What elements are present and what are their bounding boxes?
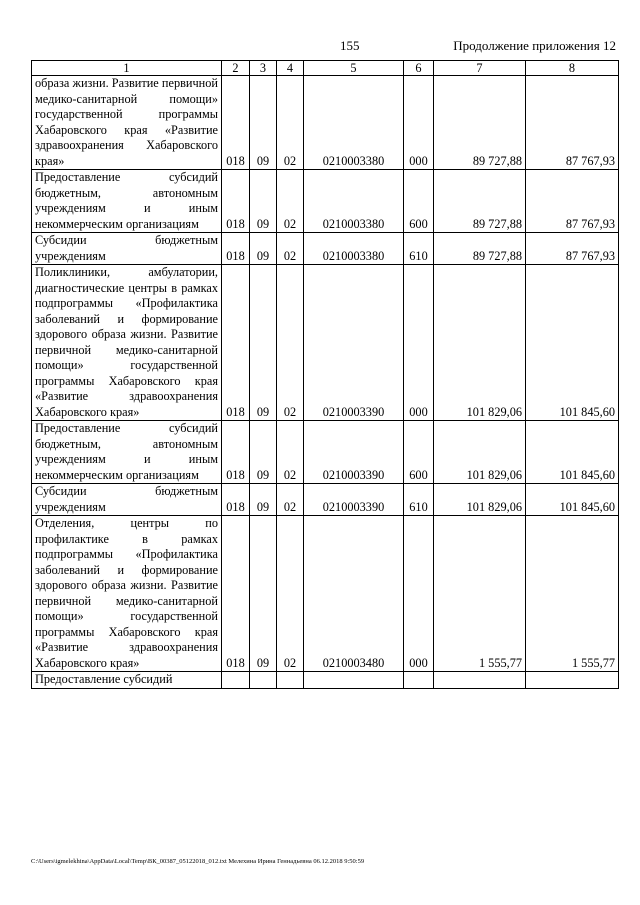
column-header: 7 bbox=[434, 61, 526, 76]
row-ministry-code: 018 bbox=[222, 484, 250, 516]
row-amount-col8: 101 845,60 bbox=[526, 484, 619, 516]
column-header: 5 bbox=[304, 61, 404, 76]
table-row bbox=[32, 484, 619, 516]
row-amount-col8: 101 845,60 bbox=[526, 265, 619, 421]
row-target-article: 0210003390 bbox=[304, 421, 404, 484]
row-section-code: 09 bbox=[250, 233, 277, 265]
row-subsection-code: 02 bbox=[277, 233, 304, 265]
row-section-code bbox=[250, 672, 277, 689]
row-name: Предоставление субсидий бюджетным, автономным учреждениям и иным некоммерческим организациям bbox=[32, 421, 222, 484]
row-expense-type: 600 bbox=[404, 421, 434, 484]
row-name: образа жизни. Развитие первичной медико-санитарной помощи» государственной программы Хабаровского края «Развитие здравоохранения Хабаровского края» bbox=[32, 76, 222, 170]
table-row bbox=[32, 516, 619, 672]
row-target-article: 0210003380 bbox=[304, 76, 404, 170]
row-amount-col7: 101 829,06 bbox=[434, 265, 526, 421]
row-target-article: 0210003480 bbox=[304, 516, 404, 672]
column-header: 1 bbox=[32, 61, 222, 76]
row-subsection-code: 02 bbox=[277, 516, 304, 672]
row-ministry-code: 018 bbox=[222, 76, 250, 170]
row-section-code: 09 bbox=[250, 421, 277, 484]
column-header: 8 bbox=[526, 61, 619, 76]
row-expense-type: 000 bbox=[404, 265, 434, 421]
row-expense-type: 610 bbox=[404, 233, 434, 265]
table-row bbox=[32, 76, 619, 170]
table-row bbox=[32, 265, 619, 421]
row-amount-col7: 1 555,77 bbox=[434, 516, 526, 672]
header-row bbox=[32, 61, 619, 76]
row-subsection-code: 02 bbox=[277, 484, 304, 516]
row-expense-type bbox=[404, 672, 434, 689]
file-path-footer: C:\Users\igmelekhina\AppData\Local\Temp\ВК_00387_05122018_012.txt Мелехина Ирина Геннадьевна 06.12.2018 9:50:59 bbox=[31, 858, 365, 865]
row-subsection-code bbox=[277, 672, 304, 689]
page-number: 155 bbox=[340, 38, 360, 53]
appendix-note: Продолжение приложения 12 bbox=[453, 38, 616, 53]
row-amount-col7: 89 727,88 bbox=[434, 76, 526, 170]
row-amount-col8: 87 767,93 bbox=[526, 233, 619, 265]
row-section-code: 09 bbox=[250, 516, 277, 672]
row-amount-col8: 101 845,60 bbox=[526, 421, 619, 484]
row-ministry-code: 018 bbox=[222, 233, 250, 265]
table-row bbox=[32, 170, 619, 233]
row-amount-col7 bbox=[434, 672, 526, 689]
table-row bbox=[32, 672, 619, 689]
row-target-article: 0210003390 bbox=[304, 265, 404, 421]
row-expense-type: 000 bbox=[404, 516, 434, 672]
row-amount-col8 bbox=[526, 672, 619, 689]
row-target-article: 0210003380 bbox=[304, 170, 404, 233]
row-amount-col7: 101 829,06 bbox=[434, 421, 526, 484]
row-name: Отделения, центры по профилактике в рамках подпрограммы «Профилактика заболеваний и формирование здорового образа жизни. Развитие первичной медико-санитарной помощи» государственной программы Хабаровского края «Развитие здравоохранения Хабаровского края» bbox=[32, 516, 222, 672]
row-section-code: 09 bbox=[250, 76, 277, 170]
row-section-code: 09 bbox=[250, 265, 277, 421]
table-row bbox=[32, 421, 619, 484]
column-header: 3 bbox=[250, 61, 277, 76]
column-header: 4 bbox=[277, 61, 304, 76]
row-ministry-code: 018 bbox=[222, 170, 250, 233]
row-ministry-code: 018 bbox=[222, 516, 250, 672]
budget-table bbox=[31, 60, 619, 689]
row-section-code: 09 bbox=[250, 170, 277, 233]
row-ministry-code: 018 bbox=[222, 421, 250, 484]
row-subsection-code: 02 bbox=[277, 421, 304, 484]
row-target-article bbox=[304, 672, 404, 689]
row-amount-col7: 89 727,88 bbox=[434, 170, 526, 233]
row-expense-type: 600 bbox=[404, 170, 434, 233]
row-target-article: 0210003390 bbox=[304, 484, 404, 516]
row-section-code: 09 bbox=[250, 484, 277, 516]
row-amount-col8: 87 767,93 bbox=[526, 170, 619, 233]
row-name: Предоставление субсидий bbox=[32, 672, 222, 689]
table-row bbox=[32, 233, 619, 265]
row-amount-col7: 89 727,88 bbox=[434, 233, 526, 265]
row-expense-type: 000 bbox=[404, 76, 434, 170]
row-subsection-code: 02 bbox=[277, 265, 304, 421]
row-name: Предоставление субсидий бюджетным, автономным учреждениям и иным некоммерческим организациям bbox=[32, 170, 222, 233]
row-subsection-code: 02 bbox=[277, 170, 304, 233]
row-name: Субсидии бюджетным учреждениям bbox=[32, 484, 222, 516]
row-subsection-code: 02 bbox=[277, 76, 304, 170]
row-amount-col7: 101 829,06 bbox=[434, 484, 526, 516]
column-header: 6 bbox=[404, 61, 434, 76]
row-name: Субсидии бюджетным учреждениям bbox=[32, 233, 222, 265]
row-amount-col8: 87 767,93 bbox=[526, 76, 619, 170]
column-header: 2 bbox=[222, 61, 250, 76]
row-name: Поликлиники, амбулатории, диагностические центры в рамках подпрограммы «Профилактика заболеваний и формирование здорового образа жизни. Развитие первичной медико-санитарной помощи» государственной программы Хабаровского края «Развитие здравоохранения Хабаровского края» bbox=[32, 265, 222, 421]
row-ministry-code: 018 bbox=[222, 265, 250, 421]
row-target-article: 0210003380 bbox=[304, 233, 404, 265]
row-ministry-code bbox=[222, 672, 250, 689]
row-expense-type: 610 bbox=[404, 484, 434, 516]
row-amount-col8: 1 555,77 bbox=[526, 516, 619, 672]
